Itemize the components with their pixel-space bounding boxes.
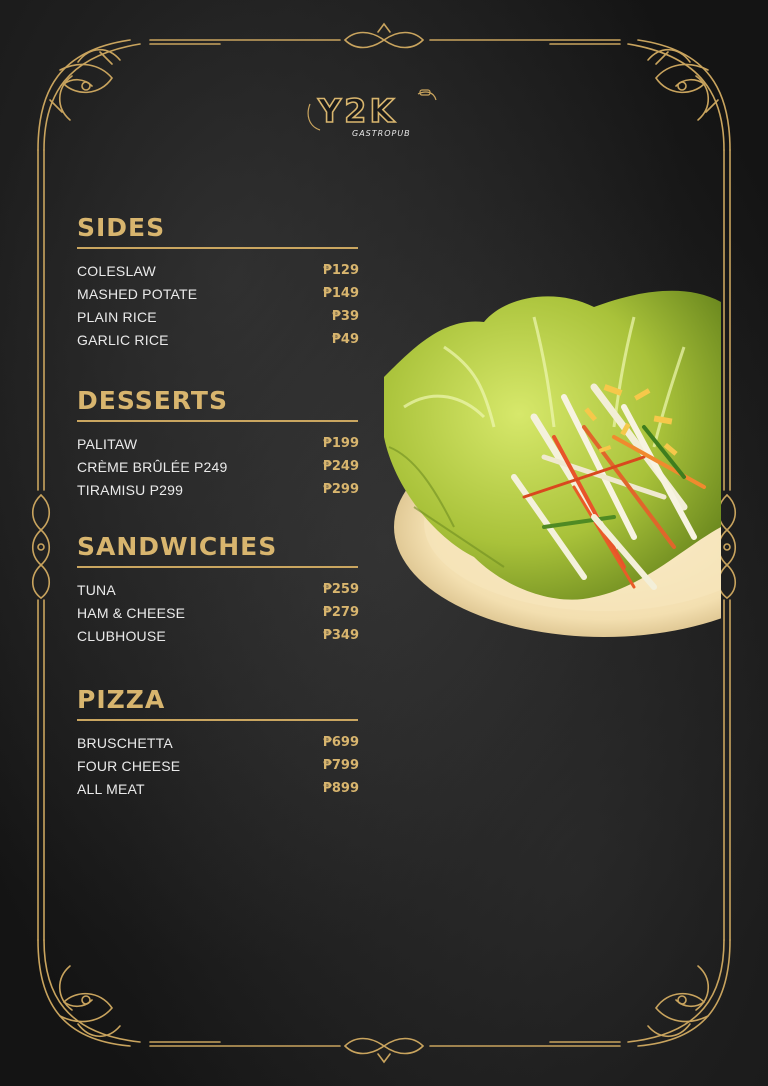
section-title: SANDWICHES — [77, 532, 278, 561]
menu-item — [77, 478, 361, 501]
item-name: CRÈME BRÛLÉE P249 — [77, 458, 228, 475]
section-pizza — [77, 685, 361, 800]
item-price: ₱799 — [322, 758, 359, 773]
menu-item — [77, 624, 361, 647]
section-sandwiches — [77, 532, 361, 647]
item-price: ₱249 — [322, 459, 359, 474]
item-price: ₱299 — [322, 482, 359, 497]
item-price: ₱129 — [322, 263, 359, 278]
item-name: FOUR CHEESE — [77, 757, 181, 774]
item-price: ₱349 — [322, 628, 359, 643]
menu-item — [77, 282, 361, 305]
menu-item — [77, 328, 361, 351]
item-name: TIRAMISU P299 — [77, 481, 184, 498]
section-title: PIZZA — [77, 685, 166, 714]
item-price: ₱39 — [331, 309, 359, 324]
logo-wordmark: Y2K — [318, 92, 398, 130]
menu-item — [77, 432, 361, 455]
item-price: ₱699 — [322, 735, 359, 750]
item-name: GARLIC RICE — [77, 331, 169, 348]
section-divider — [77, 719, 358, 721]
section-desserts — [77, 386, 361, 501]
menu-item — [77, 754, 361, 777]
item-price: ₱199 — [322, 436, 359, 451]
item-price: ₱279 — [322, 605, 359, 620]
section-sides — [77, 213, 361, 351]
item-name: COLESLAW — [77, 262, 156, 279]
item-price: ₱259 — [322, 582, 359, 597]
item-name: TUNA — [77, 581, 116, 598]
menu-item — [77, 455, 361, 478]
item-name: HAM & CHEESE — [77, 604, 186, 621]
item-price: ₱49 — [331, 332, 359, 347]
menu-item — [77, 305, 361, 328]
menu-item — [77, 259, 361, 282]
menu-item — [77, 578, 361, 601]
section-title: DESSERTS — [77, 386, 228, 415]
item-name: BRUSCHETTA — [77, 734, 173, 751]
section-divider — [77, 566, 358, 568]
item-name: PALITAW — [77, 435, 138, 452]
item-name: PLAIN RICE — [77, 308, 157, 325]
item-price: ₱149 — [322, 286, 359, 301]
item-price: ₱899 — [322, 781, 359, 796]
item-name: ALL MEAT — [77, 780, 145, 797]
brand-logo — [300, 84, 465, 144]
menu-item — [77, 777, 361, 800]
menu-item — [77, 731, 361, 754]
section-divider — [77, 247, 358, 249]
menu-item — [77, 601, 361, 624]
section-title: SIDES — [77, 213, 166, 242]
item-name: CLUBHOUSE — [77, 627, 166, 644]
salad-plate-photo — [384, 287, 724, 637]
item-name: MASHED POTATE — [77, 285, 198, 302]
section-divider — [77, 420, 358, 422]
logo-subtext: GASTROPUB — [352, 129, 411, 138]
